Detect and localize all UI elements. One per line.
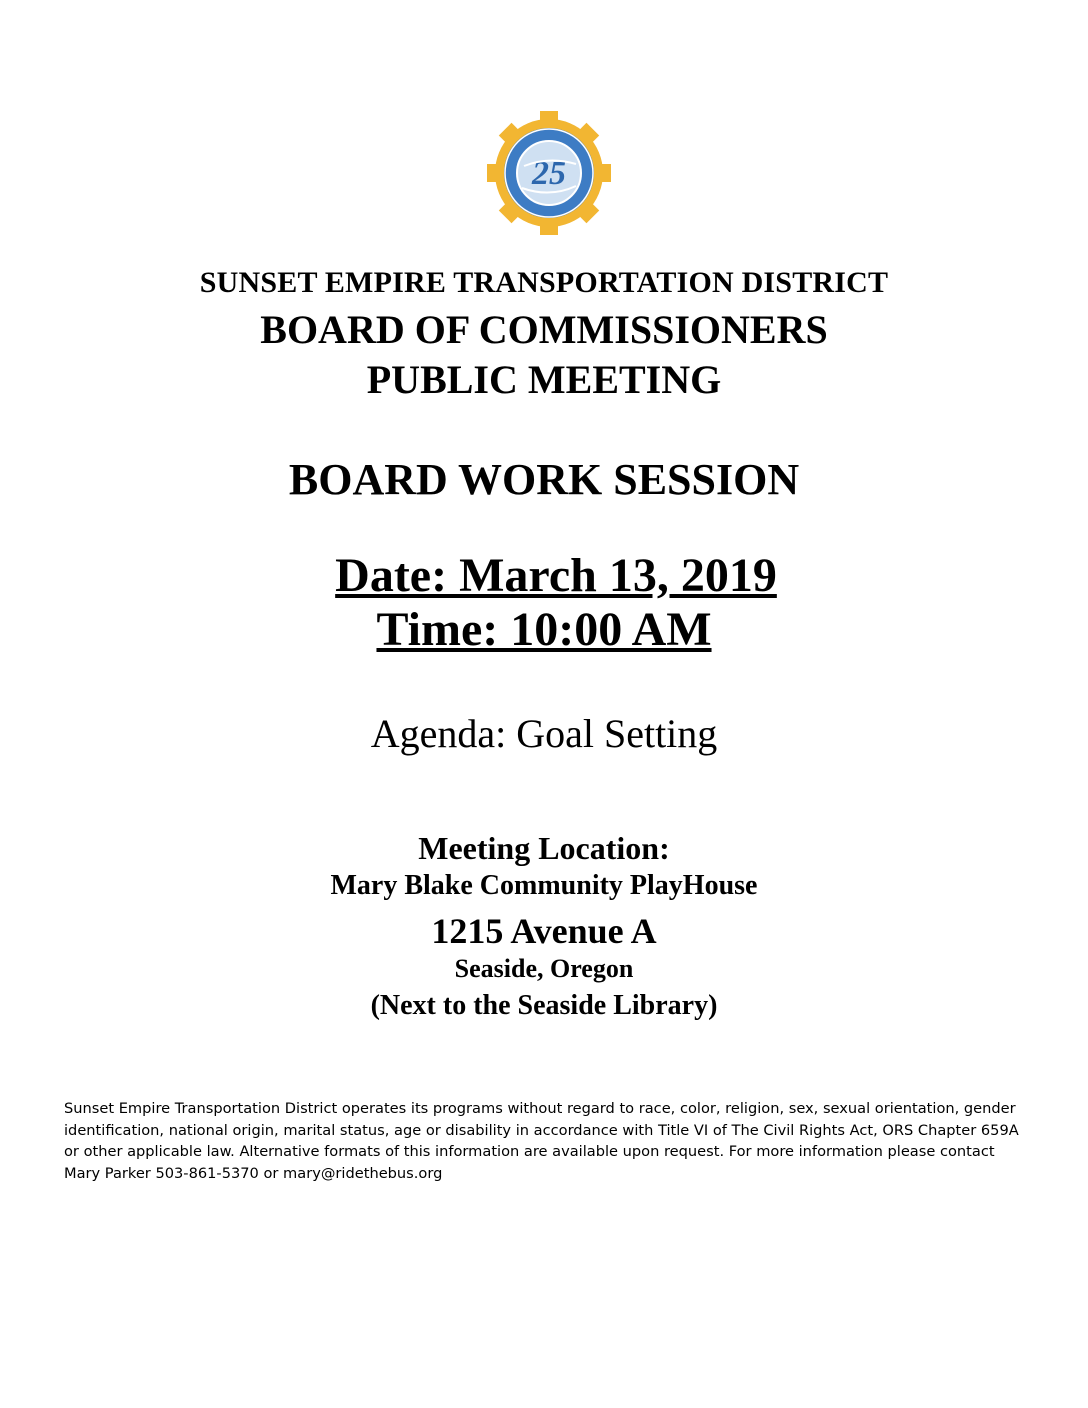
agenda-line: Agenda: Goal Setting	[370, 711, 718, 756]
logo-gear-emblem	[484, 108, 614, 238]
meeting-date: Date: March 13, 2019	[335, 549, 777, 602]
location-heading: Meeting Location:	[418, 830, 670, 866]
district-25th-anniversary-logo	[484, 108, 614, 238]
meeting-type: PUBLIC MEETING	[366, 357, 722, 402]
location-address: 1215 Avenue A	[431, 911, 657, 951]
nondiscrimination-disclaimer: Sunset Empire Transportation District operates its programs without regard to race, color, religion, sex, sexual orientation, gender identification, national origin, marital status, age or disability in accordance with Title VI of The Civil Rights Act, ORS Chapter 659A or other applicable law. Alternative formats of this information are available upon request. For more information please contact Mary Parker 503-861-5370 or mary@ridethebus.org	[64, 1100, 1019, 1182]
organization-name: SUNSET EMPIRE TRANSPORTATION DISTRICT	[199, 266, 889, 299]
meeting-time: Time: 10:00 AM	[376, 603, 712, 656]
logo-number: 25	[532, 155, 566, 192]
location-venue: Mary Blake Community PlayHouse	[330, 870, 758, 901]
board-title: BOARD OF COMMISSIONERS	[260, 307, 828, 352]
location-note: (Next to the Seaside Library)	[370, 990, 718, 1021]
location-city: Seaside, Oregon	[454, 954, 634, 983]
session-title: BOARD WORK SESSION	[288, 455, 800, 504]
